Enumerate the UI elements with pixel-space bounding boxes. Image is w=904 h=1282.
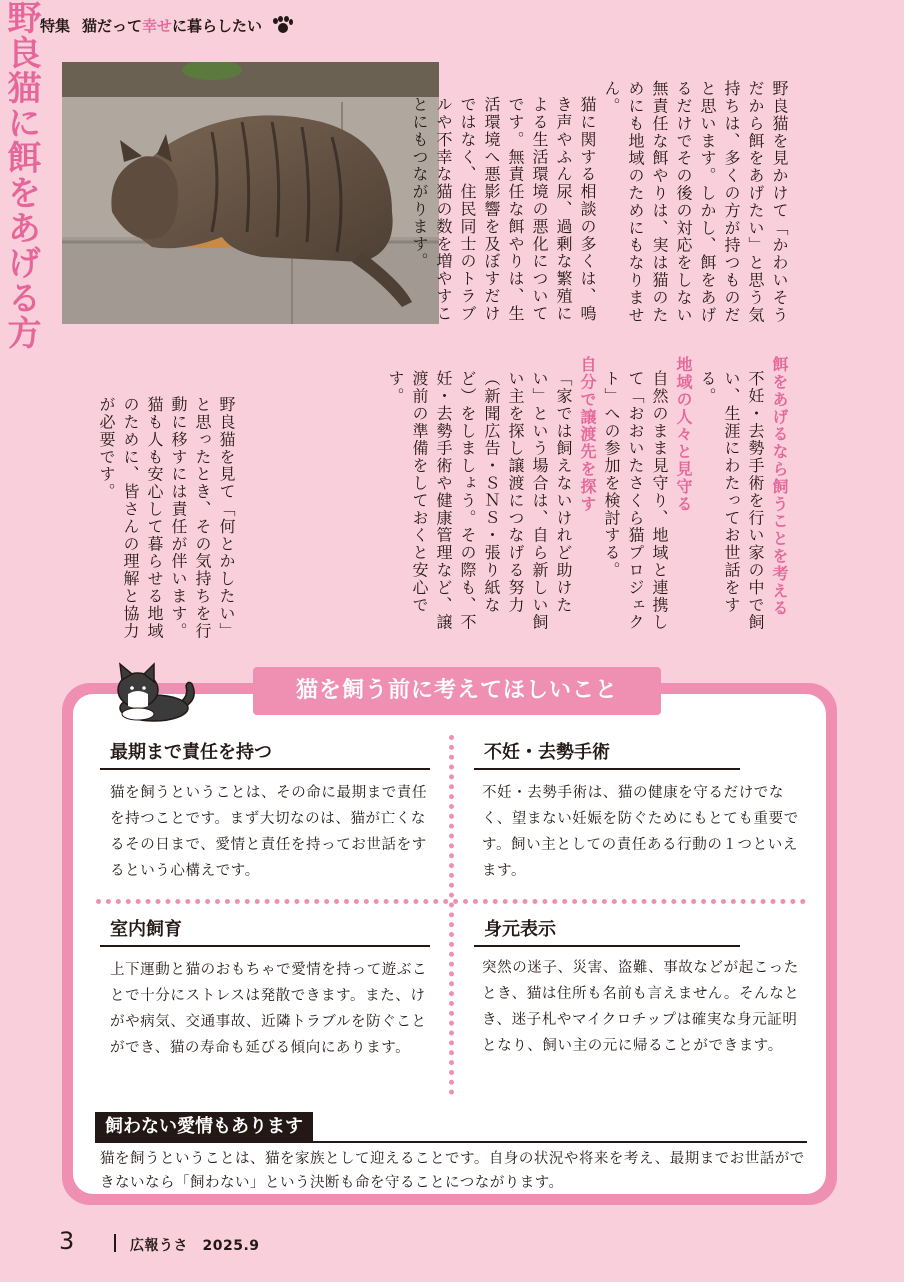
intro-paragraph: 猫に関する相談の多くは、鳴き声やふん尿、過剰な繁殖による生活環境の悪化についてです。無責任な餌やりは、生活環境へ悪影響を及ぼすだけではなく、住民同士のトラブルや不幸な猫の数を増やすことにもつながります。 (410, 96, 597, 323)
card-title: 不妊・去勢手術 (474, 738, 740, 770)
note-body: 猫を飼うということは、猫を家族として迎えることです。自身の状況や将来を考え、最期までお世話ができないなら「飼わない」という決断も命を守ることにつながります。 (100, 1151, 805, 1191)
page-number: 3 (59, 1227, 75, 1255)
divider-horizontal (96, 899, 806, 904)
card-body: 猫を飼うということは、その命に最期まで責任を持つことです。まず大切なのは、猫が亡くなるその日まで、愛情と責任を持ってお世話をするという心構えです。 (110, 785, 428, 879)
article-closing-text (62, 380, 238, 650)
cat-eating-photo (62, 62, 439, 324)
closing-paragraph: 野良猫を見て「何とかしたい」と思ったとき、その気持ちを行動に移すには責任が伴います。 (169, 396, 236, 640)
text-adopt: 「家では飼えないけれど助けたい」という場合は、自ら新しい飼い主を探し譲渡につなげる努力（新聞広告・ＳＮＳ・張り紙など）をしましょう。その際も、不妊・去勢手術や健康管理など、譲渡前の準備をしておくと安心です。 (386, 370, 573, 631)
header-title-part2: に暮らしたい (172, 17, 263, 35)
article-title: 野良猫に餌をあげる方 (1, 0, 41, 350)
card-body: 突然の迷子、災害、盗難、事故などが起こったとき、猫は住所も名前も言えません。そんなとき、迷子札やマイクロチップは確実な身元証明となり、飼い主の元に帰ることができます。 (482, 960, 800, 1054)
text-community: 自然のまま見守り、地域と連携して「おおいたさくら猫プロジェクト」への参加を検討する。 (602, 370, 669, 631)
card-body: 上下運動と猫のおもちゃで愛情を持って遊ぶことで十分にストレスは発散できます。また、けがや病気、交通事故、近隣トラブルを防ぐことができ、猫の寿命も延びる傾向にあります。 (110, 962, 428, 1056)
card-title: 身元表示 (474, 915, 740, 947)
publication-info: 広報うさ 2025.9 (130, 1238, 260, 1254)
closing-paragraph: 猫も人も安心して暮らせる地域のために、皆さんの理解と協力が必要です。 (97, 396, 164, 640)
footer-separator (114, 1234, 116, 1252)
text-feed: 不妊・去勢手術を行い家の中で飼い、生涯にわたってお世話をする。 (698, 370, 765, 631)
section-header (40, 15, 293, 36)
header-title-highlight: 幸せ (142, 17, 173, 35)
note-underline (95, 1141, 807, 1143)
paw-icon (271, 16, 293, 34)
heading-community: 地域の人々と見守る (674, 356, 693, 513)
divider-vertical (449, 735, 454, 1095)
heading-adopt: 自分で譲渡先を探す (578, 356, 597, 513)
card-title: 最期まで責任を持つ (100, 738, 430, 770)
cat-illustration (108, 662, 200, 722)
heading-feed: 餌をあげるなら飼うことを考える (770, 356, 789, 617)
note-title: 飼わない愛情もあります (95, 1112, 313, 1142)
article-options-text (386, 356, 791, 636)
article-intro-text (410, 80, 791, 330)
intro-paragraph: 野良猫を見かけて「かわいそうだから餌をあげたい」と思う気持ちは、多くの方が持つものだと思います。しかし、餌をあげるだけでその後の対応をしない無責任な餌やりは、実は猫のためにも地域のためにもなりません。 (602, 80, 789, 324)
header-title-part1: 猫だって (82, 17, 143, 35)
card-title: 室内飼育 (100, 915, 430, 947)
header-label: 特集 (40, 17, 71, 35)
info-box-title: 猫を飼う前に考えてほしいこと (253, 667, 661, 715)
card-body: 不妊・去勢手術は、猫の健康を守るだけでなく、望まない妊娠を防ぐためにもとても重要です。飼い主としての責任ある行動の１つといえます。 (482, 785, 799, 879)
